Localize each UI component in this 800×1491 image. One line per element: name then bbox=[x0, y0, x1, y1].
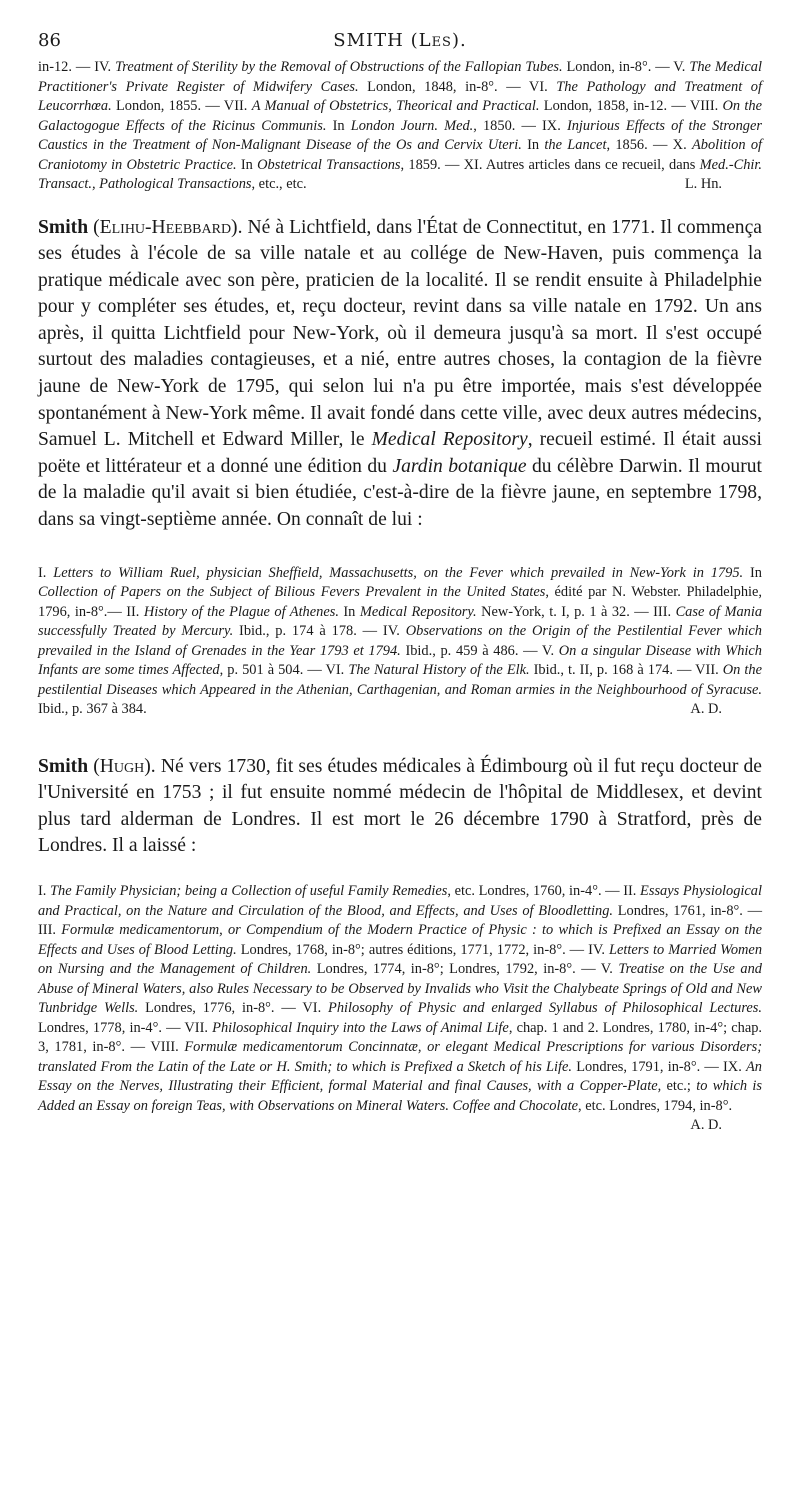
entry-elihu-bio-text-2: , recueil estimé. Il était aussi poëte et littérateur et a donné une édition du bbox=[38, 429, 762, 477]
page-header bbox=[38, 22, 762, 58]
work-title: Formulæ medicamentorum Concinnatæ, or elegant Medical Prescriptions for various Disorders; translated From the Latin of the Late or H. Smith; to which is Prefixed a Sketch of his Life. bbox=[38, 1039, 762, 1075]
citation-text: Londres, 1768, in-8°; autres éditions, 1771, 1772, in-8°. — IV. bbox=[236, 941, 610, 958]
work-title: Case of Mania successfully Treated by Mercury. bbox=[38, 603, 763, 640]
citation-text: , etc., etc. bbox=[251, 176, 307, 192]
prev-entry-works bbox=[38, 59, 762, 192]
citation-text: Londres, 1778, in-4°. — VII. bbox=[38, 1019, 213, 1036]
running-head: SMITH (Les). bbox=[333, 30, 467, 51]
entry-elihu-bio-text: Né à Lichtfield, dans l'État de Connectitut, en 1771. Il commença ses études à l'école de sa ville natale et au collége de New-Haven, puis commença la pratique médicale avec son père, praticien de la localité. Il se rendit ensuite à Philadelphie pour y compléter ses études, et, reçu docteur, revint dans sa ville natale en 1792. Un ans après, il quitta Lichtfield pour New-York, où il demeura jusqu'à sa mort. Il s'est occupé surtout des maladies contagieuses, et a nié, entre autres choses, la contagion de la fièvre jaune de New-York de 1795, qui selon lui n'a pu être importée, mais s'est développée spontanément à New-York même. Il avait fondé dans cette ville, avec deux autres médecins, Samuel L. Mitchell et Edward Miller, le bbox=[38, 216, 762, 451]
entry-elihu-forenames: (Elihu-Heebbard). bbox=[93, 216, 243, 238]
citation-text: Ibid., p. 174 à 178. — IV. bbox=[233, 623, 406, 640]
work-title: Letters to William Ruel, physician Sheffield, Massachusetts, on the Fever which prevailed in New-York in 1795. bbox=[53, 564, 744, 581]
citation-text: in-12. — IV. bbox=[38, 59, 116, 75]
citation-text: London, 1858, in-12. — VIII. bbox=[539, 98, 723, 114]
work-title: Treatise on the Use and Abuse of Mineral Waters, also Rules Necessary to be Observed by Invalids who Visit the Chalybeate Springs of Old and New Tunbridge Wells. bbox=[38, 961, 762, 1016]
work-title: The Pathology and Treatment of Leucorrhœa. bbox=[38, 78, 762, 114]
citation-text: , etc. Londres, 1794, in-8°. bbox=[578, 1097, 733, 1114]
citation-text: London, 1855. — VII. bbox=[111, 98, 252, 114]
citation-text: In bbox=[326, 117, 351, 134]
entry-elihu-works bbox=[38, 564, 762, 720]
citation-text: , chap. 1 and 2. Londres, 1780, in-4°; chap. 3, 1781, in-8°. — VIII. bbox=[38, 1019, 763, 1055]
citation-text: Londres, 1761, in-8°. — III. bbox=[38, 902, 762, 938]
citation-text: In bbox=[338, 603, 360, 620]
entry-hugh-works-text bbox=[38, 883, 762, 1114]
work-title: Formulæ medicamentorum, or Compendium of the Modern Practice of Physic : to which is Prefixed an Essay on the Effects and Uses of Blood Letting. bbox=[38, 922, 762, 958]
citation-text: In bbox=[743, 564, 762, 581]
work-title: Medical Repository. bbox=[359, 603, 477, 620]
work-title: The Family Physician; being a Collection of useful Family Remedies bbox=[50, 883, 448, 899]
citation-text: London, in-8°. — V. bbox=[562, 59, 690, 75]
prev-entry-initials: L. Hn. bbox=[684, 176, 722, 192]
work-title: Med.-Chir. Transact., Pathological Transactions bbox=[38, 156, 763, 192]
work-title: On the Galactogogue Effects of the Ricinus Communis. bbox=[38, 98, 762, 134]
citation-text: , édité par N. Webster. Philadelphie, 1796, in-8°.— II. bbox=[38, 584, 762, 620]
work-title: Collection of Papers on the Subject of Bilious Fevers Prevalent in the United States bbox=[38, 584, 546, 601]
work-title: to which is Added an Essay on foreign Teas, with Observations on Mineral Waters. Coffee and Chocolate bbox=[38, 1078, 762, 1114]
citation-text: Londres, 1774, in-8°; Londres, 1792, in-8°. — V. bbox=[311, 961, 619, 977]
citation-text: In bbox=[521, 137, 545, 153]
citation-text: , 1850. — IX. bbox=[473, 117, 567, 134]
entry-hugh-name: Smith bbox=[38, 755, 89, 777]
citation-text: , 1856. — X. bbox=[606, 137, 692, 153]
citation-text: London, 1848, in-8°. — VI. bbox=[358, 78, 557, 95]
citation-text: Ibid., t. II, p. 168 à 174. — VII. bbox=[529, 662, 723, 679]
work-title: Obstetrical Transactions bbox=[257, 156, 401, 173]
prev-entry-bibliography bbox=[38, 58, 762, 195]
entry-hugh-forenames: (Hugh). bbox=[93, 755, 156, 777]
citation-text: I. bbox=[38, 883, 51, 899]
citation-text: Londres, 1791, in-8°. — IX. bbox=[572, 1058, 746, 1075]
work-title: A Manual of Obstetrics, Theorical and Practical. bbox=[251, 98, 540, 114]
work-title: Essays Physiological and Practical, on the Nature and Circulation of the Blood, and Effects, and Uses of Bloodletting. bbox=[38, 883, 762, 919]
work-title: History of the Plague of Athenes. bbox=[143, 603, 339, 620]
work-title: Observations on the Origin of the Pestilential Fever which prevailed in the Island of Grenades in the Year 1793 et 1794. bbox=[38, 623, 762, 659]
citation-text: New-York, t. I, p. 1 à 32. — III. bbox=[476, 603, 676, 620]
entry-elihu-bio-text-3: du célèbre Darwin. Il mourut de la maladie qu'il avait si bien étudiée, c'est-à-dire de la fièvre jaune, en septembre 1798, dans sa vingt-septième année. On connaît de lui : bbox=[38, 455, 762, 531]
entry-elihu-bio-italic-2: Jardin botanique bbox=[392, 455, 527, 477]
work-title: Injurious Effects of the Stronger Caustics in the Treatment of Non-Malignant Disease of the Os and Cervix Uteri. bbox=[38, 117, 762, 153]
citation-text: In bbox=[236, 156, 258, 173]
work-title: Abolition of Craniotomy in Obstetric Practice. bbox=[38, 137, 763, 173]
work-title: Philosophical Inquiry into the Laws of Animal Life bbox=[212, 1019, 509, 1036]
entry-elihu-name: Smith bbox=[38, 216, 89, 238]
citation-text: Londres, 1776, in-8°. — VI. bbox=[138, 1000, 329, 1016]
citation-text: I. bbox=[38, 564, 54, 581]
page-number: 86 bbox=[38, 30, 61, 51]
citation-text: , etc. Londres, 1760, in-4°. — II. bbox=[447, 883, 641, 899]
entry-elihu-works-text bbox=[38, 565, 762, 718]
citation-text: , p. 501 à 504. — VI. bbox=[219, 662, 349, 679]
citation-text: Ibid., p. 367 à 384. bbox=[38, 701, 147, 718]
entry-elihu-bio bbox=[38, 215, 762, 534]
work-title: Philosophy of Physic and enlarged Syllabus of Philosophical Lectures. bbox=[328, 1000, 762, 1016]
work-title: Letters to Married Women on Nursing and the Management of Children. bbox=[38, 941, 763, 977]
work-title: the Lancet bbox=[544, 137, 607, 153]
entry-hugh-bio bbox=[38, 754, 762, 860]
work-title: The Natural History of the Elk. bbox=[348, 662, 530, 679]
work-title: The Medical Practitioner's Private Register of Midwifery Cases. bbox=[38, 59, 763, 95]
entry-hugh-initials: A. D. bbox=[690, 1117, 722, 1133]
work-title: On a singular Disease with Which Infants are some times Affected bbox=[38, 642, 762, 679]
entry-elihu-bio-italic-1: Medical Repository bbox=[371, 429, 528, 451]
entry-hugh-bio-text: Né vers 1730, fit ses études médicales à Édimbourg où il fut reçu docteur de l'Université en 1753 ; il fut ensuite nommé médecin de l'hôpital de Middlesex, et devint plus tard alderman de Londres. Il est mort le 26 décembre 1790 à Stratford, près de Londres. Il a laissé : bbox=[38, 755, 762, 857]
citation-text: , 1859. — XI. Autres articles dans ce recueil, dans bbox=[400, 156, 700, 173]
work-title: On the pestilential Diseases which Appeared in the Athenian, Carthagenian, and Roman armies in the Neighbourhood of Syracuse. bbox=[38, 662, 762, 698]
work-title: An Essay on the Nerves, Illustrating their Efficient, formal Material and final Causes, with a Copper-Plate, bbox=[38, 1058, 762, 1094]
work-title: London Journ. Med. bbox=[350, 117, 474, 134]
citation-text: Ibid., p. 459 à 486. — V. bbox=[400, 642, 559, 659]
entry-hugh-works bbox=[38, 882, 763, 1133]
work-title: Treatment of Sterility by the Removal of Obstructions of the Fallopian Tubes. bbox=[115, 59, 563, 75]
entry-elihu-initials: A. D. bbox=[690, 701, 722, 718]
citation-text: etc.; bbox=[661, 1078, 697, 1094]
